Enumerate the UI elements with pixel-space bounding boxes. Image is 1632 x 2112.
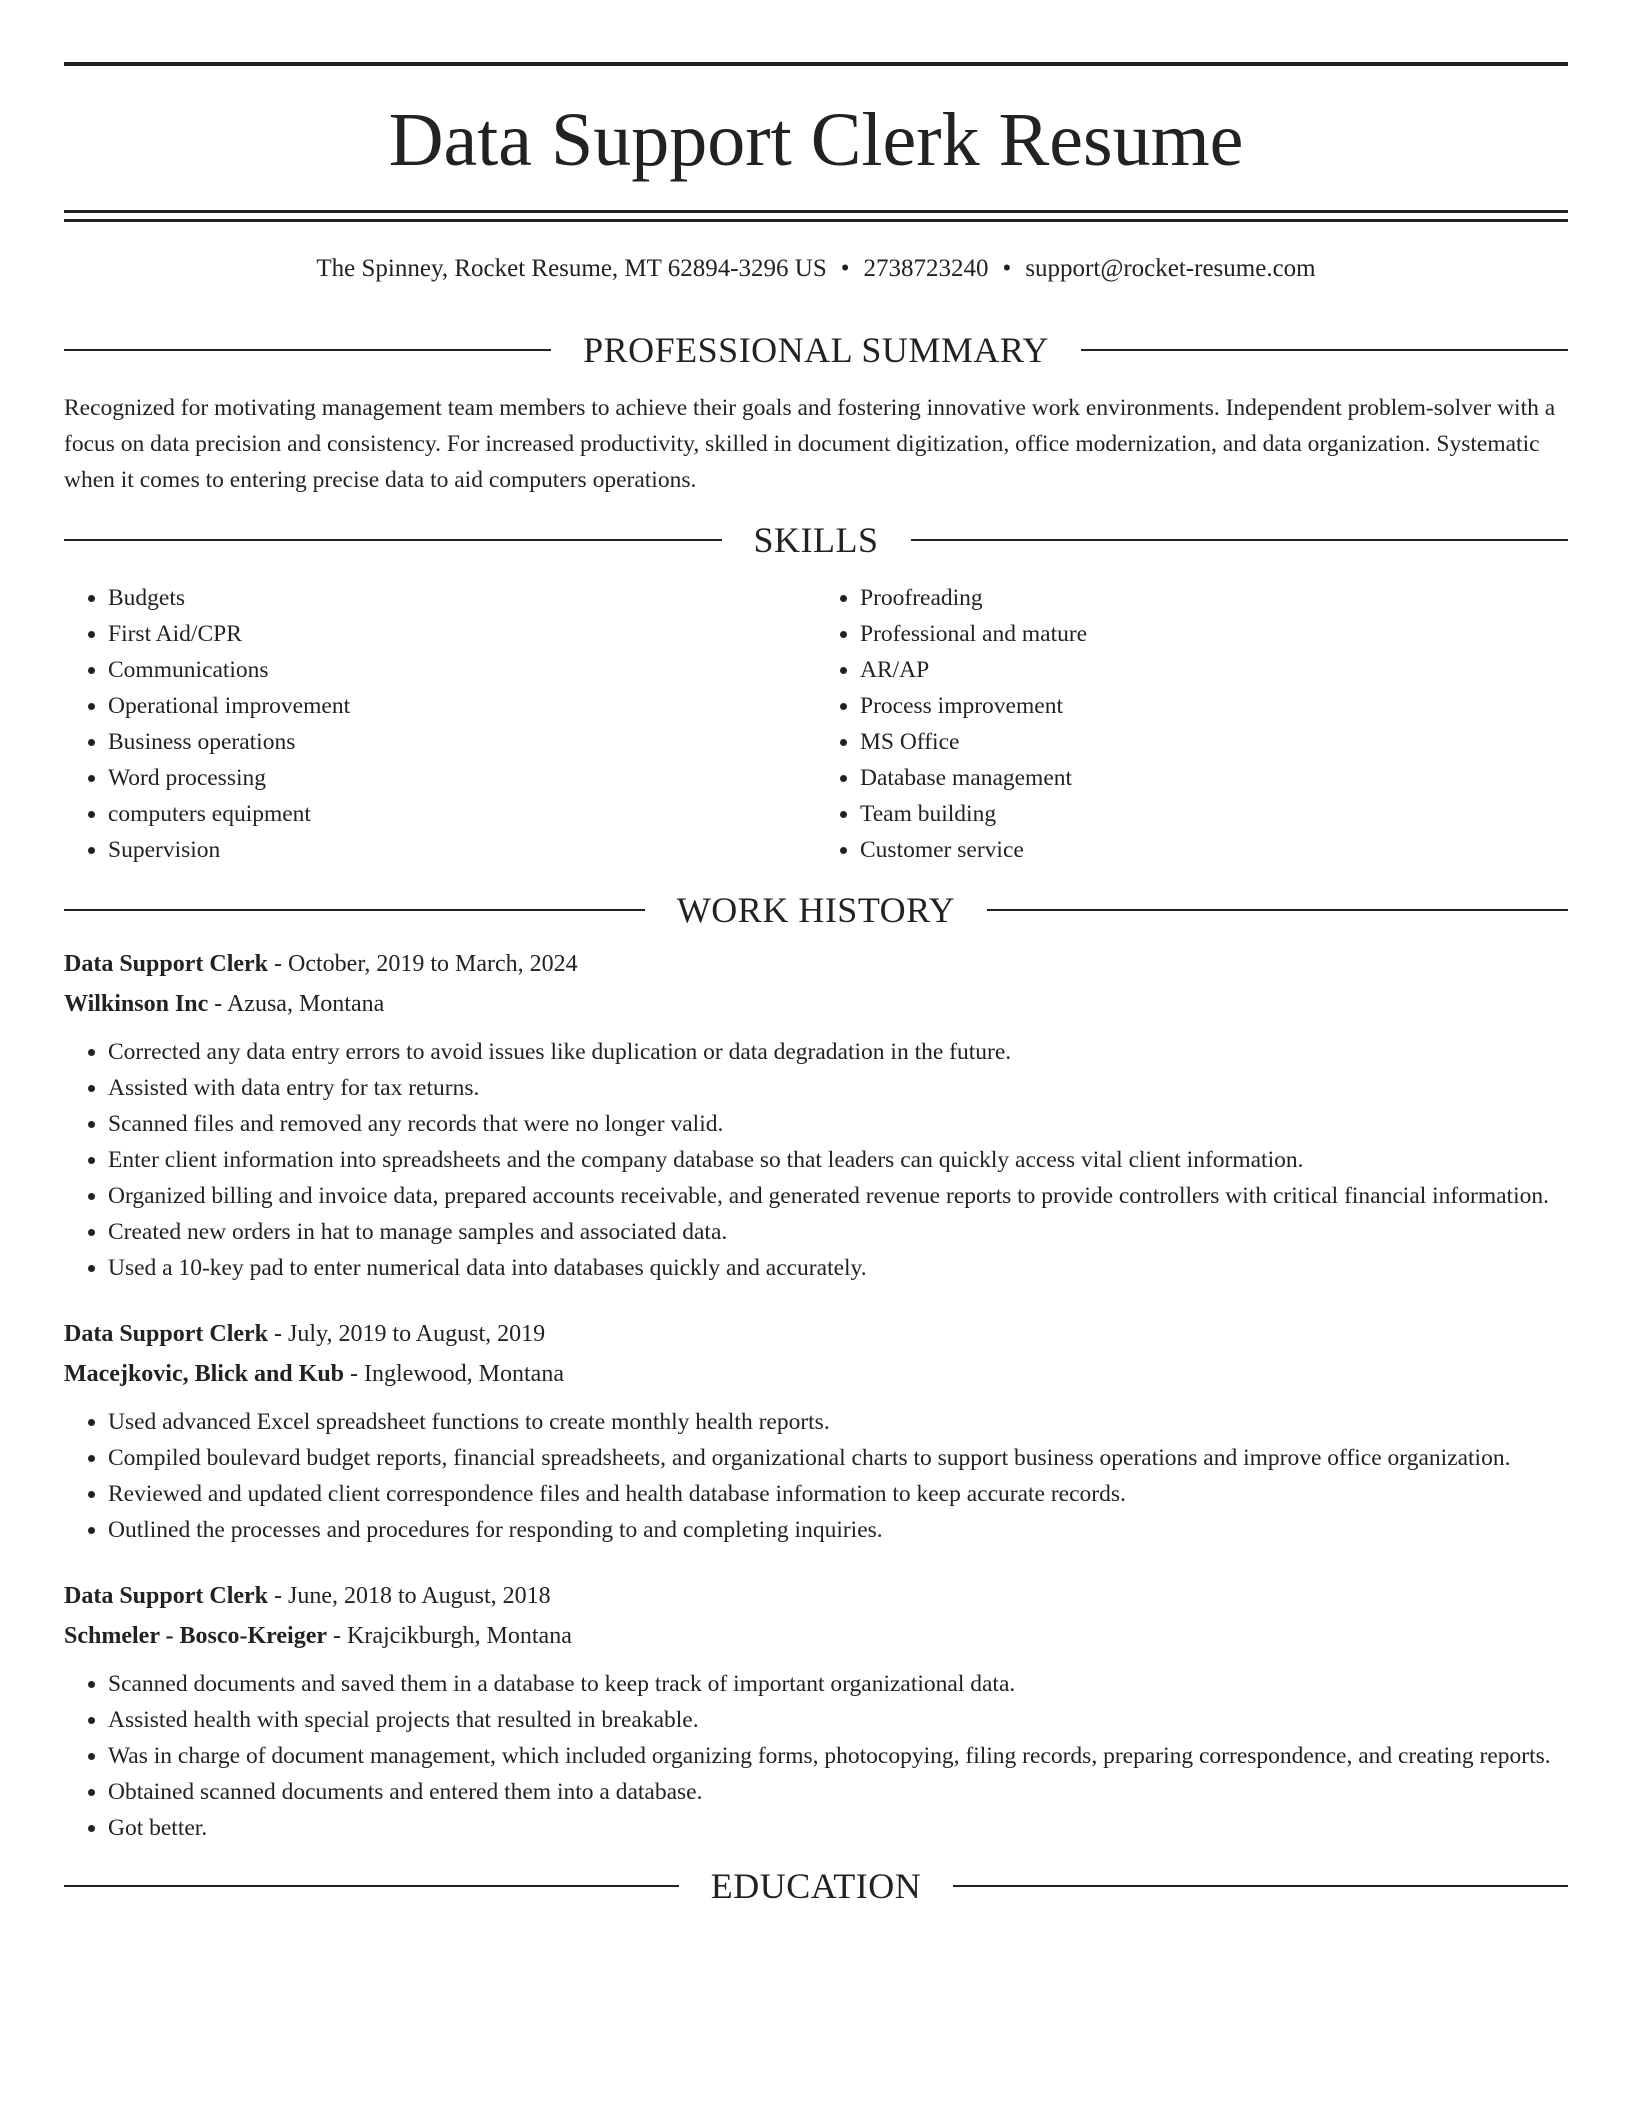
skills-column-right <box>816 580 1568 868</box>
skill-item: • Proofreading <box>860 580 1568 616</box>
job-title-line <box>64 944 1568 984</box>
duty-item: • Compiled boulevard budget reports, financial spreadsheets, and organizational charts to support business operations and improve office organization. <box>108 1440 1568 1476</box>
heading-rule-right <box>1081 349 1568 351</box>
duty-item: • Scanned documents and saved them in a database to keep track of important organizational data. <box>108 1666 1568 1702</box>
duty-item: • Created new orders in hat to manage samples and associated data. <box>108 1214 1568 1250</box>
heading-rule-left <box>64 349 551 351</box>
work-heading <box>64 892 1568 928</box>
top-rule <box>64 62 1568 66</box>
skill-item: • Business operations <box>108 724 816 760</box>
skill-item: • Customer service <box>860 832 1568 868</box>
contact-email[interactable]: support@rocket-resume.com <box>1025 255 1316 282</box>
skills-heading-label: SKILLS <box>753 520 879 560</box>
duty-item: • Reviewed and updated client correspondence files and health database information to keep accurate records. <box>108 1476 1568 1512</box>
duty-item: • Used a 10-key pad to enter numerical data into databases quickly and accurately. <box>108 1250 1568 1286</box>
skill-item: • Team building <box>860 796 1568 832</box>
contact-separator: • <box>840 255 850 282</box>
heading-rule-left <box>64 909 645 911</box>
job-location: - Azusa, Montana <box>208 991 385 1017</box>
duty-item: • Scanned files and removed any records that were no longer valid. <box>108 1106 1568 1142</box>
skill-item: • Supervision <box>108 832 816 868</box>
job-company-line <box>64 1354 1568 1394</box>
heading-rule-right <box>987 909 1568 911</box>
job-title-line <box>64 1314 1568 1354</box>
contact-separator: • <box>1002 255 1012 282</box>
summary-heading-label: PROFESSIONAL SUMMARY <box>583 330 1049 370</box>
skill-item: • First Aid/CPR <box>108 616 816 652</box>
contact-phone: 2738723240 <box>863 255 989 282</box>
job-location: - Krajcikburgh, Montana <box>327 1623 572 1649</box>
skill-item: • Database management <box>860 760 1568 796</box>
work-heading-label: WORK HISTORY <box>676 890 956 930</box>
skill-item: • Communications <box>108 652 816 688</box>
skill-item: • AR/AP <box>860 652 1568 688</box>
duty-item: • Corrected any data entry errors to avoid issues like duplication or data degradation in the future. <box>108 1034 1568 1070</box>
duty-item: • Obtained scanned documents and entered them into a database. <box>108 1774 1568 1810</box>
skill-item: • MS Office <box>860 724 1568 760</box>
job-title: Data Support Clerk <box>64 1321 269 1347</box>
duty-item: • Used advanced Excel spreadsheet functions to create monthly health reports. <box>108 1404 1568 1440</box>
job-company-line <box>64 1616 1568 1656</box>
job-entry <box>64 944 1568 1286</box>
duty-item: • Enter client information into spreadsheets and the company database so that leaders can quickly access vital client information. <box>108 1142 1568 1178</box>
job-company-line <box>64 984 1568 1024</box>
contact-address: The Spinney, Rocket Resume, MT 62894-3296 US <box>316 255 827 282</box>
heading-rule-left <box>64 1885 679 1887</box>
job-duties <box>64 1666 1568 1846</box>
job-company: Macejkovic, Blick and Kub <box>64 1361 345 1387</box>
skill-item: • Process improvement <box>860 688 1568 724</box>
skill-item: • Operational improvement <box>108 688 816 724</box>
duty-item: • Assisted health with special projects that resulted in breakable. <box>108 1702 1568 1738</box>
job-duties <box>64 1404 1568 1548</box>
skills-heading <box>64 522 1568 558</box>
job-dates: - October, 2019 to March, 2024 <box>268 951 578 977</box>
job-company: Schmeler - Bosco-Kreiger <box>64 1623 328 1649</box>
job-dates: - July, 2019 to August, 2019 <box>268 1321 546 1347</box>
job-title: Data Support Clerk <box>64 1583 269 1609</box>
education-heading-label: EDUCATION <box>710 1866 922 1906</box>
skills-column-left <box>64 580 816 868</box>
skill-item: • Word processing <box>108 760 816 796</box>
duty-item: • Was in charge of document management, which included organizing forms, photocopying, filing records, preparing correspondence, and creating reports. <box>108 1738 1568 1774</box>
title-rule-upper <box>64 210 1568 213</box>
job-title-line <box>64 1576 1568 1616</box>
duty-item: • Got better. <box>108 1810 1568 1846</box>
skill-item: • Budgets <box>108 580 816 616</box>
summary-heading <box>64 332 1568 368</box>
summary-text: Recognized for motivating management team members to achieve their goals and fostering innovative work environments. Independent problem-solver with a focus on data precision and consistency. For increased productivity, skilled in document digitization, office modernization, and data organization. Systematic when it comes to entering precise data to aid computers operations. <box>64 395 1556 493</box>
job-location: - Inglewood, Montana <box>344 1361 564 1387</box>
page-title: Data Support Clerk Resume <box>388 98 1244 182</box>
duty-item: • Organized billing and invoice data, prepared accounts receivable, and generated revenue reports to provide controllers with critical financial information. <box>108 1178 1568 1214</box>
title-rule-lower <box>64 219 1568 222</box>
skills-list <box>64 580 1568 868</box>
heading-rule-right <box>911 539 1569 541</box>
job-entry <box>64 1576 1568 1846</box>
job-dates: - June, 2018 to August, 2018 <box>268 1583 551 1609</box>
contact-line <box>64 254 1568 284</box>
job-entry <box>64 1314 1568 1548</box>
education-heading <box>64 1868 1568 1904</box>
duty-item: • Assisted with data entry for tax returns. <box>108 1070 1568 1106</box>
job-title: Data Support Clerk <box>64 951 269 977</box>
skill-item: • Professional and mature <box>860 616 1568 652</box>
job-duties <box>64 1034 1568 1286</box>
duty-item: • Outlined the processes and procedures for responding to and completing inquiries. <box>108 1512 1568 1548</box>
job-company: Wilkinson Inc <box>64 991 209 1017</box>
heading-rule-left <box>64 539 722 541</box>
heading-rule-right <box>953 1885 1568 1887</box>
skill-item: • computers equipment <box>108 796 816 832</box>
